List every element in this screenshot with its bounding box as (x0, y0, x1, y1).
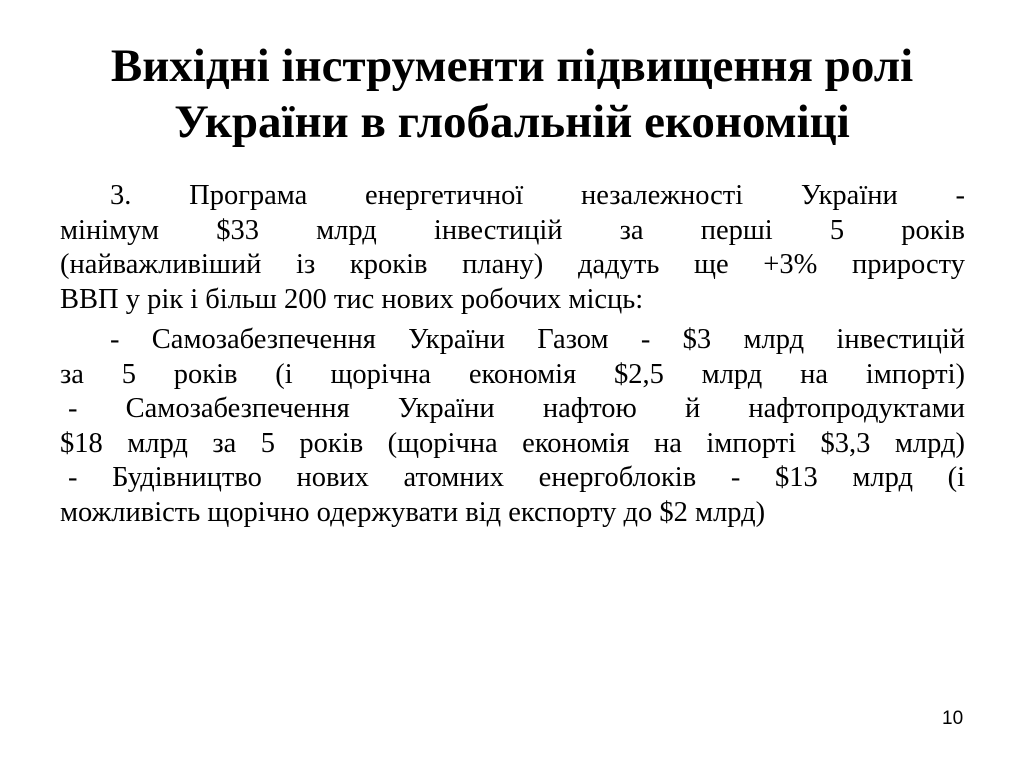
body-line: (найважливіший із кроків плану) дадуть ще +3% приросту (60, 249, 965, 280)
page-number: 10 (942, 708, 964, 729)
slide-title-line-1: Вихідні інструменти підвищення ролі (110, 40, 914, 92)
body-line: $18 млрд за 5 років (щорічна економія на імпорті $3,3 млрд) (60, 427, 965, 459)
slide-body (60, 179, 965, 530)
body-line: - Самозабезпечення України нафтою й нафтопродуктами (68, 393, 965, 424)
body-line: 3. Програма енергетичної незалежності України - (110, 180, 965, 211)
energy-program-paragraph (60, 179, 965, 317)
body-line: - Самозабезпечення України Газом - $3 млрд інвестицій (110, 324, 965, 355)
body-line: ВВП у рік і більш 200 тис нових робочих місць: (60, 283, 644, 315)
investment-items-paragraph (60, 323, 965, 530)
body-line: за 5 років (і щорічна економія $2,5 млрд на імпорті) (60, 358, 965, 390)
slide-title (40, 38, 984, 150)
body-line: - Будівництво нових атомних енергоблоків - $13 млрд (і (68, 462, 965, 493)
body-line: мінімум $33 млрд інвестицій за перші 5 років (60, 214, 965, 246)
body-line: можливість щорічно одержувати від експорту до $2 млрд) (60, 496, 766, 528)
slide-title-line-2: України в глобальній економіці (174, 96, 850, 148)
